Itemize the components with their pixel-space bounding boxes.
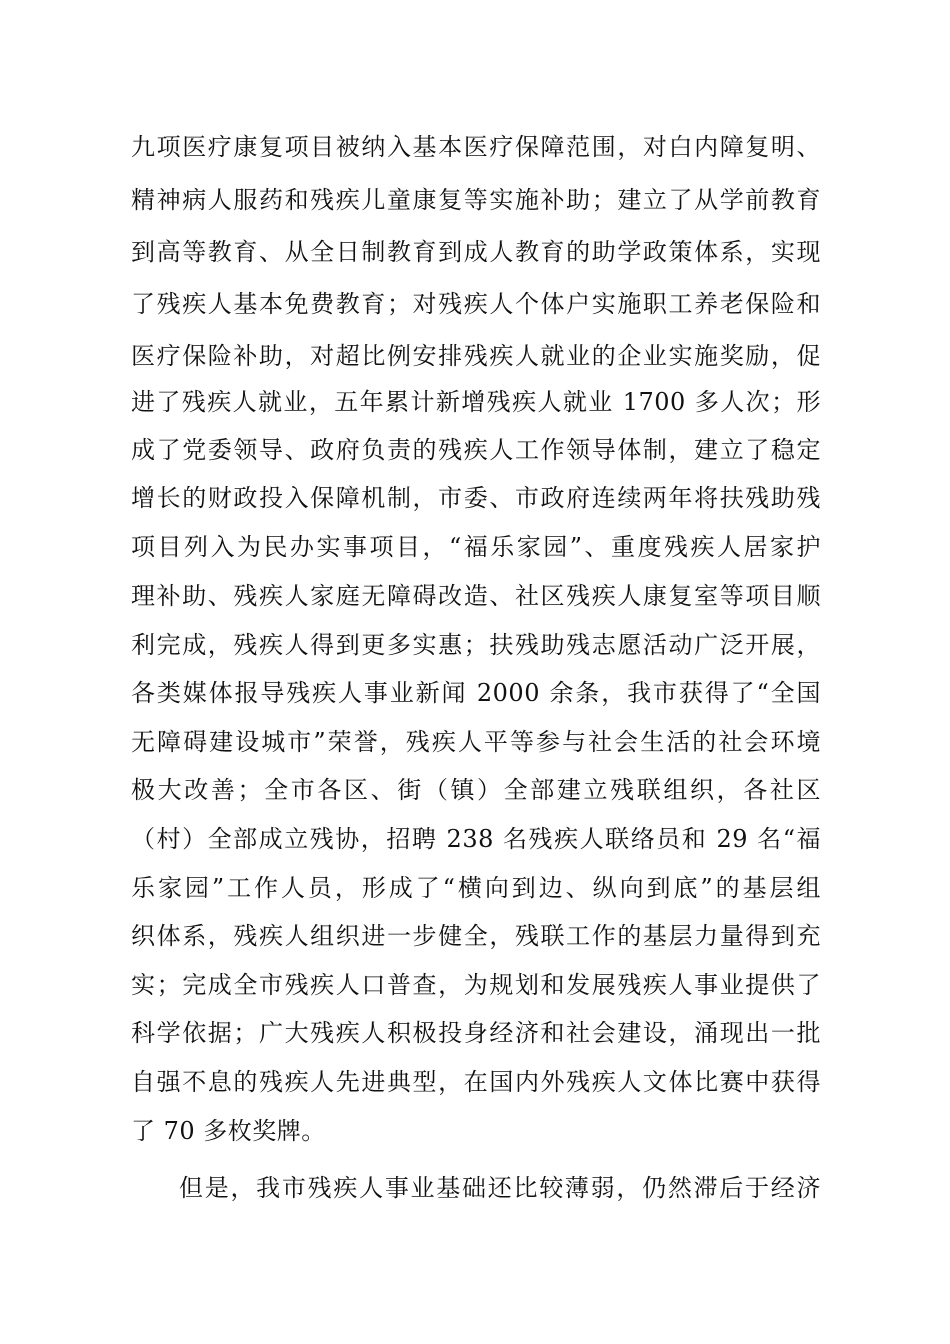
text-line: 各类媒体报导残疾人事业新闻 2000 余条，我市获得了“全国 — [131, 679, 821, 707]
text-line: 进了残疾人就业，五年累计新增残疾人就业 1700 多人次；形 — [131, 388, 821, 416]
text-line: 医疗保险补助，对超比例安排残疾人就业的企业实施奖励，促 — [131, 342, 821, 370]
text-line: 织体系，残疾人组织进一步健全，残联工作的基层力量得到充 — [131, 922, 821, 950]
text-line: 项目列入为民办实事项目，“福乐家园”、重度残疾人居家护 — [131, 533, 821, 561]
text-line: 精神病人服药和残疾儿童康复等实施补助；建立了从学前教育 — [131, 186, 821, 214]
text-line: 但是，我市残疾人事业基础还比较薄弱，仍然滞后于经济 — [179, 1174, 821, 1202]
text-line: 增长的财政投入保障机制，市委、市政府连续两年将扶残助残 — [131, 484, 821, 512]
text-line: 极大改善；全市各区、街（镇）全部建立残联组织，各社区 — [131, 776, 821, 804]
text-line: 九项医疗康复项目被纳入基本医疗保障范围，对白内障复明、 — [131, 133, 821, 161]
text-line: 无障碍建设城市”荣誉，残疾人平等参与社会生活的社会环境 — [131, 728, 821, 756]
text-line: 到高等教育、从全日制教育到成人教育的助学政策体系，实现 — [131, 238, 821, 266]
text-line: （村）全部成立残协，招聘 238 名残疾人联络员和 29 名“福 — [131, 825, 821, 853]
text-line: 成了党委领导、政府负责的残疾人工作领导体制，建立了稳定 — [131, 436, 821, 464]
text-line: 利完成，残疾人得到更多实惠；扶残助残志愿活动广泛开展， — [131, 631, 821, 659]
text-line: 了 70 多枚奖牌。 — [131, 1117, 326, 1145]
text-line: 了残疾人基本免费教育；对残疾人个体户实施职工养老保险和 — [131, 290, 821, 318]
text-line: 乐家园”工作人员，形成了“横向到边、纵向到底”的基层组 — [131, 874, 821, 902]
text-line: 实；完成全市残疾人口普查，为规划和发展残疾人事业提供了 — [131, 971, 821, 999]
text-line: 理补助、残疾人家庭无障碍改造、社区残疾人康复室等项目顺 — [131, 582, 821, 610]
text-line: 自强不息的残疾人先进典型，在国内外残疾人文体比赛中获得 — [131, 1068, 821, 1096]
text-line: 科学依据；广大残疾人积极投身经济和社会建设，涌现出一批 — [131, 1019, 821, 1047]
